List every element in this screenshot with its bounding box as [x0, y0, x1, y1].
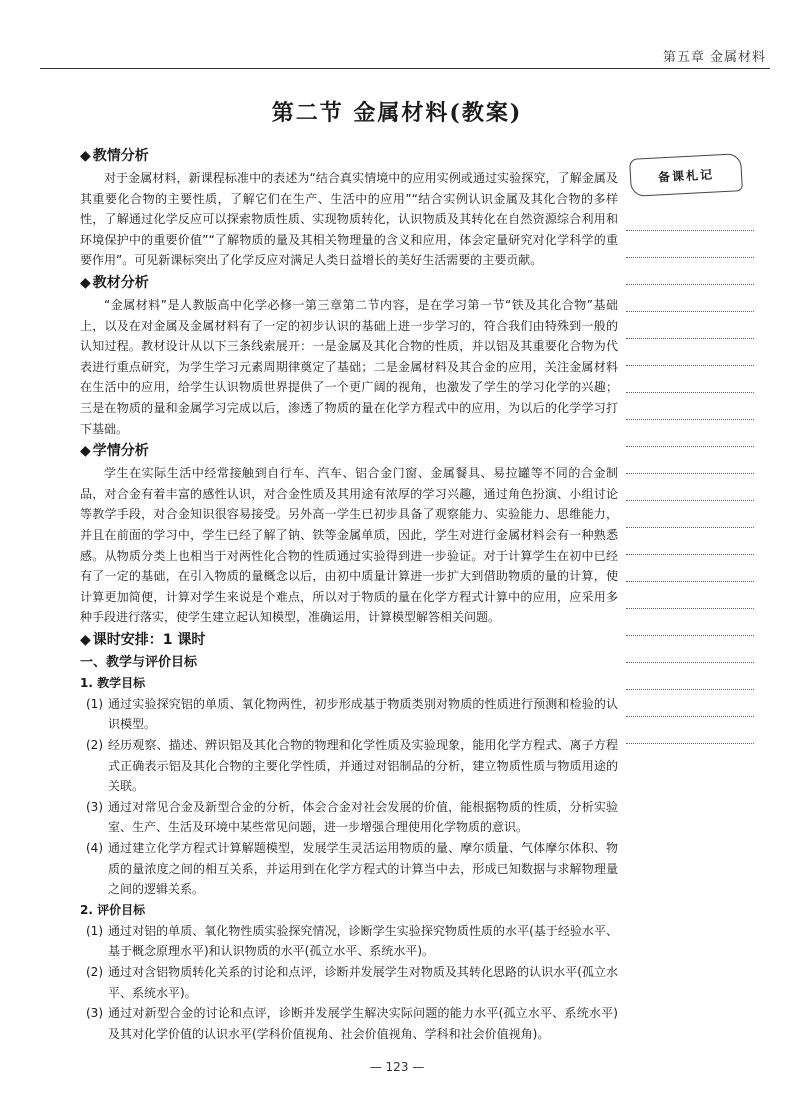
- note-line: [626, 231, 754, 258]
- note-line: [626, 582, 754, 609]
- note-line: [626, 501, 754, 528]
- note-line: [626, 690, 754, 717]
- note-line: [626, 663, 754, 690]
- teaching-goal-item: (1) 通过实验探究铝的单质、氧化物两性，初步形成基于物质类别对物质的性质进行预测和检验的认识模型。: [86, 696, 618, 732]
- evaluation-goals-heading: 2. 评价目标: [80, 902, 146, 917]
- main-content: [80, 144, 618, 1044]
- teaching-goals-heading: 1. 教学目标: [80, 675, 146, 690]
- section-heading-teaching-analysis: ◆ 教情分析: [80, 148, 149, 164]
- evaluation-goal-item: (2) 通过对含铝物质转化关系的讨论和点评，诊断并发展学生对物质及其转化思路的认识水平(孤立水平、系统水平)。: [86, 965, 618, 1000]
- section-heading-schedule: ◆ 课时安排：1 课时: [80, 631, 206, 648]
- note-line: [626, 528, 754, 555]
- note-line: [626, 258, 754, 285]
- goals-heading: 一、教学与评价目标: [80, 654, 198, 670]
- section-body-textbook-analysis: “金属材料”是人教版高中化学必修一第三章第二节内容，是在学习第一节“铁及其化合物”基础上，以及在对金属及金属材料有了一定的初步认识的基础上进一步学习的，符合我们由特殊到一般的认知过程。教材设计从以下三条线索展开：一是金属及其化合物的性质，并以铝及其重要化合物为代表进行重点研究，为学生学习元素周期律奠定了基础；二是金属材料及其合金的应用，关注金属材料在生活中的应用，给学生认识物质世界提供了一个更广阔的视角，也激发了学生的学习化学的兴趣；三是在物质的量和金属学习完成以后，渗透了物质的量在化学方程式中的应用，为以后的化学学习打下基础。: [80, 297, 618, 436]
- evaluation-goal-item: (1) 通过对铝的单质、氧化物性质实验探究情况，诊断学生实验探究物质性质的水平(基于经验水平、基于概念原理水平)和认识物质的水平(孤立水平、系统水平)。: [86, 923, 618, 959]
- note-line: [626, 447, 754, 474]
- note-line: [626, 636, 754, 663]
- diamond-icon: ◆: [80, 148, 91, 164]
- note-line: [626, 204, 754, 231]
- evaluation-goal-item: (3) 通过对新型合金的讨论和点评，诊断并发展学生解决实际问题的能力水平(孤立水平、系统水平)及其对化学价值的认识水平(学科价值视角、社会价值视角、学科和社会价值视角)。: [86, 1006, 618, 1041]
- teaching-goal-item: (3) 通过对常见合金及新型合金的分析，体会合金对社会发展的价值，能根据物质的性质，分析实验室、生产、生活及环境中某些常见问题，进一步增强合理使用化学物质的意识。: [86, 799, 618, 835]
- teaching-goal-item: (2) 经历观察、描述、辨识铝及其化合物的物理和化学性质及实验现象，能用化学方程式、离子方程式正确表示铝及其化合物的主要化学性质，并通过对铝制品的分析，建立物质性质与物质用途的关联。: [86, 738, 618, 794]
- diamond-icon: ◆: [80, 631, 91, 648]
- teaching-goal-item: (4) 通过建立化学方程式计算解题模型，发展学生灵活运用物质的量、摩尔质量、气体摩尔体积、物质的量浓度之间的相互关系，并运用到在化学方程式的计算当中去，形成已知数据与求解物理量之间的逻辑关系。: [86, 841, 618, 897]
- diamond-icon: ◆: [80, 443, 91, 460]
- note-line: [626, 393, 754, 420]
- header-rule: [40, 68, 770, 69]
- page-title: 第二节 金属材料(教案): [271, 100, 523, 126]
- note-line: [626, 609, 754, 636]
- section-heading-textbook-analysis: ◆ 教材分析: [80, 274, 149, 291]
- note-line: [626, 312, 754, 339]
- page-number: — 123 —: [369, 1060, 425, 1074]
- notes-sidebar: [626, 152, 754, 744]
- note-line: [626, 285, 754, 312]
- note-line: [626, 555, 754, 582]
- note-line: [626, 474, 754, 501]
- notes-badge: 备课札记: [629, 153, 743, 197]
- note-line: [626, 339, 754, 366]
- diamond-icon: ◆: [80, 274, 91, 291]
- note-lines: [626, 204, 754, 744]
- section-heading-student-analysis: ◆ 学情分析: [80, 443, 149, 460]
- note-line: [626, 420, 754, 447]
- section-body-student-analysis: 学生在实际生活中经常接触到自行车、汽车、铝合金门窗、金属餐具、易拉罐等不同的合金制品，对合金有着丰富的感性认识，对合金性质及其用途有浓厚的学习兴趣，通过角色扮演、小组讨论等教学手段，对合金知识很容易接受。另外高一学生已初步具备了观察能力、实验能力、思维能力，并且在前面的学习中，学生已经了解了钠、铁等金属单质，因此，学生对进行金属材料会有一种熟悉感。从物质分类上也相当于对两性化合物的性质通过实验得到进一步验证。对于计算学生在初中已经有了一定的基础，在引入物质的量概念以后，由初中质量计算进一步扩大到借助物质的量的计算，使计算更加简便，计算对学生来说是个难点，所以对于物质的量在化学方程式计算中的应用，应采用多种手段进行落实，使学生建立起认知模型，准确运用，计算模型解答相关问题。: [80, 466, 618, 625]
- note-line: [626, 366, 754, 393]
- section-body-teaching-analysis: 对于金属材料，新课程标准中的表述为“结合真实情境中的应用实例或通过实验探究，了解金属及其重要化合物的主要性质，了解它们在生产、生活中的应用”“结合实例认识金属及其化合物的多样性，了解通过化学反应可以探索物质性质、实现物质转化，认识物质及其转化在自然资源综合利用和环境保护中的重要价值”“了解物质的量及其相关物理量的含义和应用，体会定量研究对化学科学的重要作用”。可见新课标突出了化学反应对满足人类日益增长的美好生活需要的主要贡献。: [80, 171, 618, 268]
- running-header: 第五章 金属材料: [662, 50, 766, 65]
- note-line: [626, 717, 754, 744]
